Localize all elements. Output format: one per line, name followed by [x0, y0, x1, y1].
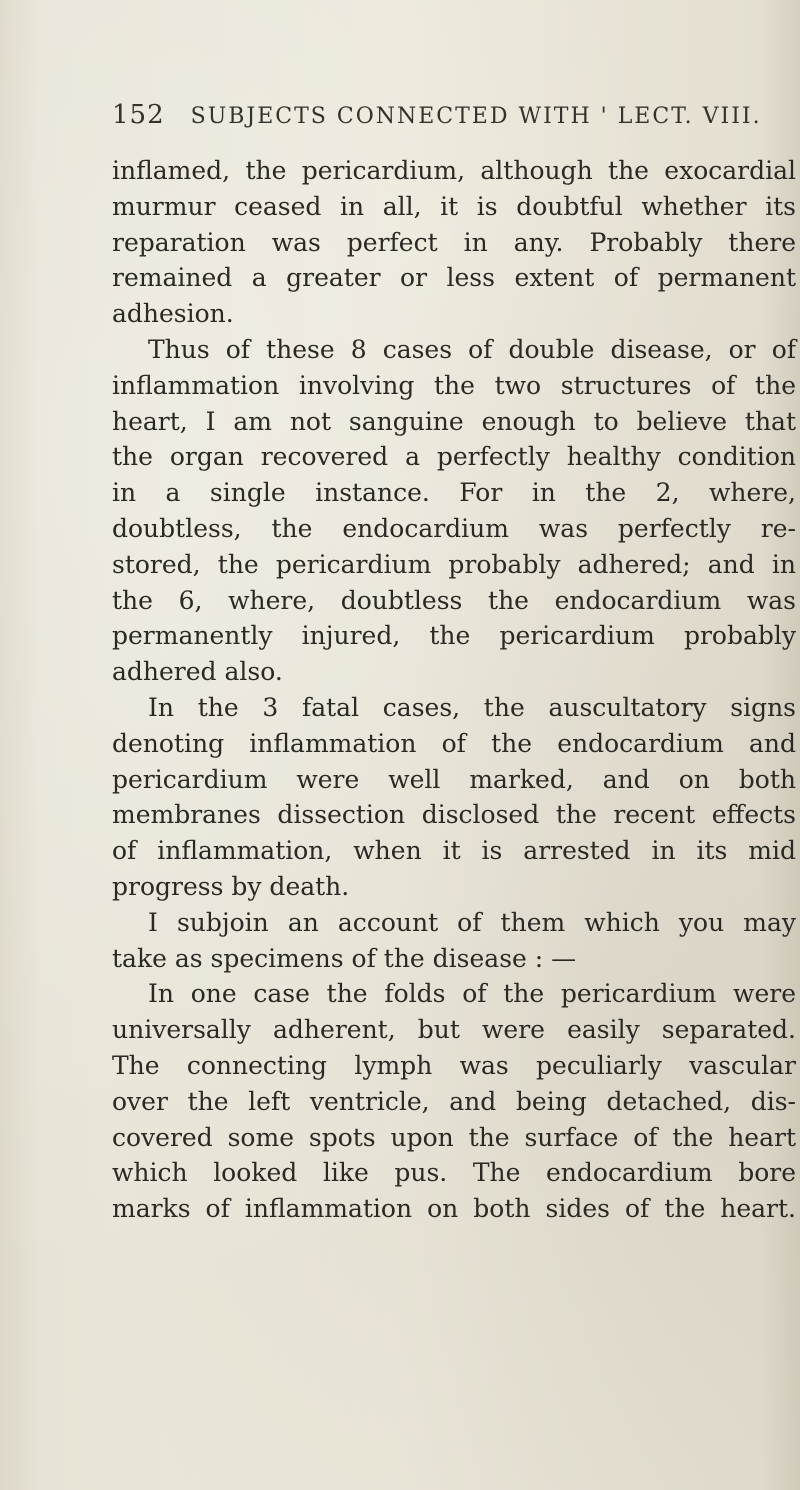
text-line: universally adherent, but were easily separated. — [112, 1015, 796, 1045]
text-line: over the left ventricle, and being detached, dis- — [112, 1086, 796, 1116]
text-line: stored, the pericardium probably adhered; and in — [112, 549, 796, 579]
text-line: The connecting lymph was peculiarly vascular — [112, 1050, 796, 1080]
text-line: In one case the folds of the pericardium were — [148, 979, 796, 1009]
text-line: doubtless, the endocardium was perfectly re- — [112, 513, 796, 543]
text-line: Thus of these 8 cases of double disease, or of — [148, 334, 796, 364]
text-line: membranes dissection disclosed the recent effects — [112, 800, 796, 830]
text-line: which looked like pus. The endocardium bore — [112, 1158, 796, 1188]
text-line: adhesion. — [112, 299, 234, 329]
text-line: remained a greater or less extent of permanent — [112, 263, 796, 293]
page-number: 152 — [112, 100, 165, 130]
text-line: take as specimens of the disease : — — [112, 943, 577, 973]
text-line: covered some spots upon the surface of the heart — [112, 1122, 796, 1152]
text-line: I subjoin an account of them which you may — [148, 907, 796, 937]
body-text — [112, 153, 796, 1227]
running-head — [112, 100, 800, 140]
text-line: of inflammation, when it is arrested in its mid — [112, 836, 796, 866]
text-line: progress by death. — [112, 871, 350, 901]
text-line: permanently injured, the pericardium probably — [112, 621, 796, 651]
text-line: murmur ceased in all, it is doubtful whether its — [112, 191, 796, 221]
text-line: denoting inflammation of the endocardium and — [112, 728, 796, 758]
text-line: In the 3 fatal cases, the auscultatory signs — [148, 692, 796, 722]
text-line: marks of inflammation on both sides of the heart. — [112, 1194, 796, 1224]
text-line: the 6, where, doubtless the endocardium was — [112, 585, 796, 615]
text-line: reparation was perfect in any. Probably there — [112, 227, 796, 257]
text-line: adhered also. — [112, 657, 283, 687]
text-line: pericardium were well marked, and on both — [112, 764, 796, 794]
text-line: inflammation involving the two structures of the — [112, 370, 796, 400]
text-line: inflamed, the pericardium, although the exocardial — [112, 156, 796, 185]
text-line: the organ recovered a perfectly healthy condition — [112, 442, 796, 472]
text-line: in a single instance. For in the 2, where, — [112, 478, 796, 508]
running-head-title: SUBJECTS CONNECTED WITH ' LECT. VIII. — [190, 104, 762, 129]
text-line: heart, I am not sanguine enough to believe that — [112, 406, 796, 436]
